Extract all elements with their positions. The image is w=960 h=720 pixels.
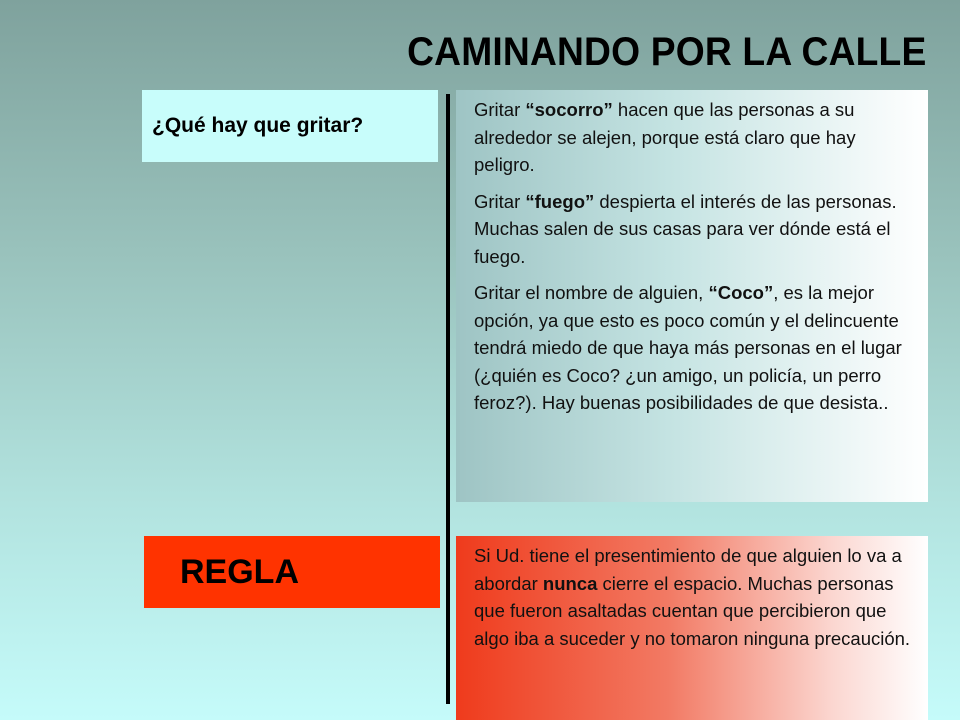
answer-paragraph-fuego (474, 188, 914, 271)
rule-text-box (456, 536, 928, 720)
answer-keyword: “Coco” (708, 282, 774, 303)
answer-paragraph-socorro (474, 96, 914, 179)
question-label: ¿Qué hay que gritar? (152, 114, 364, 137)
answer-text: hacen que las personas a su alrededor se alejen, porque está claro que hay peligro. (474, 99, 856, 175)
question-box (142, 90, 438, 162)
rule-paragraph (474, 542, 914, 652)
answer-text: , es la mejor opción, ya que esto es poco común y el delincuente tendrá miedo de que haya más personas en el lugar (¿quién es Coco? ¿un amigo, un policía, un perro feroz?). Hay buenas posibilidades de que desista.. (474, 282, 902, 413)
answer-paragraph-coco (474, 279, 914, 417)
rule-text: Si Ud. tiene el presentimiento de que alguien lo va a abordar (474, 545, 902, 594)
rule-keyword: nunca (542, 572, 598, 594)
slide-title: CAMINANDO POR LA CALLE (406, 30, 926, 74)
rule-label: REGLA (180, 552, 299, 591)
answer-text: despierta el interés de las personas. Muchas salen de sus casas para ver dónde está el fuego. (474, 190, 897, 267)
rule-text: cierre el espacio. Muchas personas que fueron asaltadas cuentan que percibieron que algo iba a suceder y no tomaron ninguna precaución. (474, 572, 911, 649)
answer-box (456, 90, 928, 502)
answer-text: Gritar (474, 190, 526, 212)
answer-keyword: “fuego” (525, 190, 595, 212)
answer-text: Gritar el nombre de alguien, (474, 282, 709, 303)
answer-text: Gritar (474, 99, 526, 120)
vertical-divider (446, 94, 450, 704)
answer-keyword: “socorro” (525, 99, 613, 120)
rule-box (144, 536, 440, 608)
